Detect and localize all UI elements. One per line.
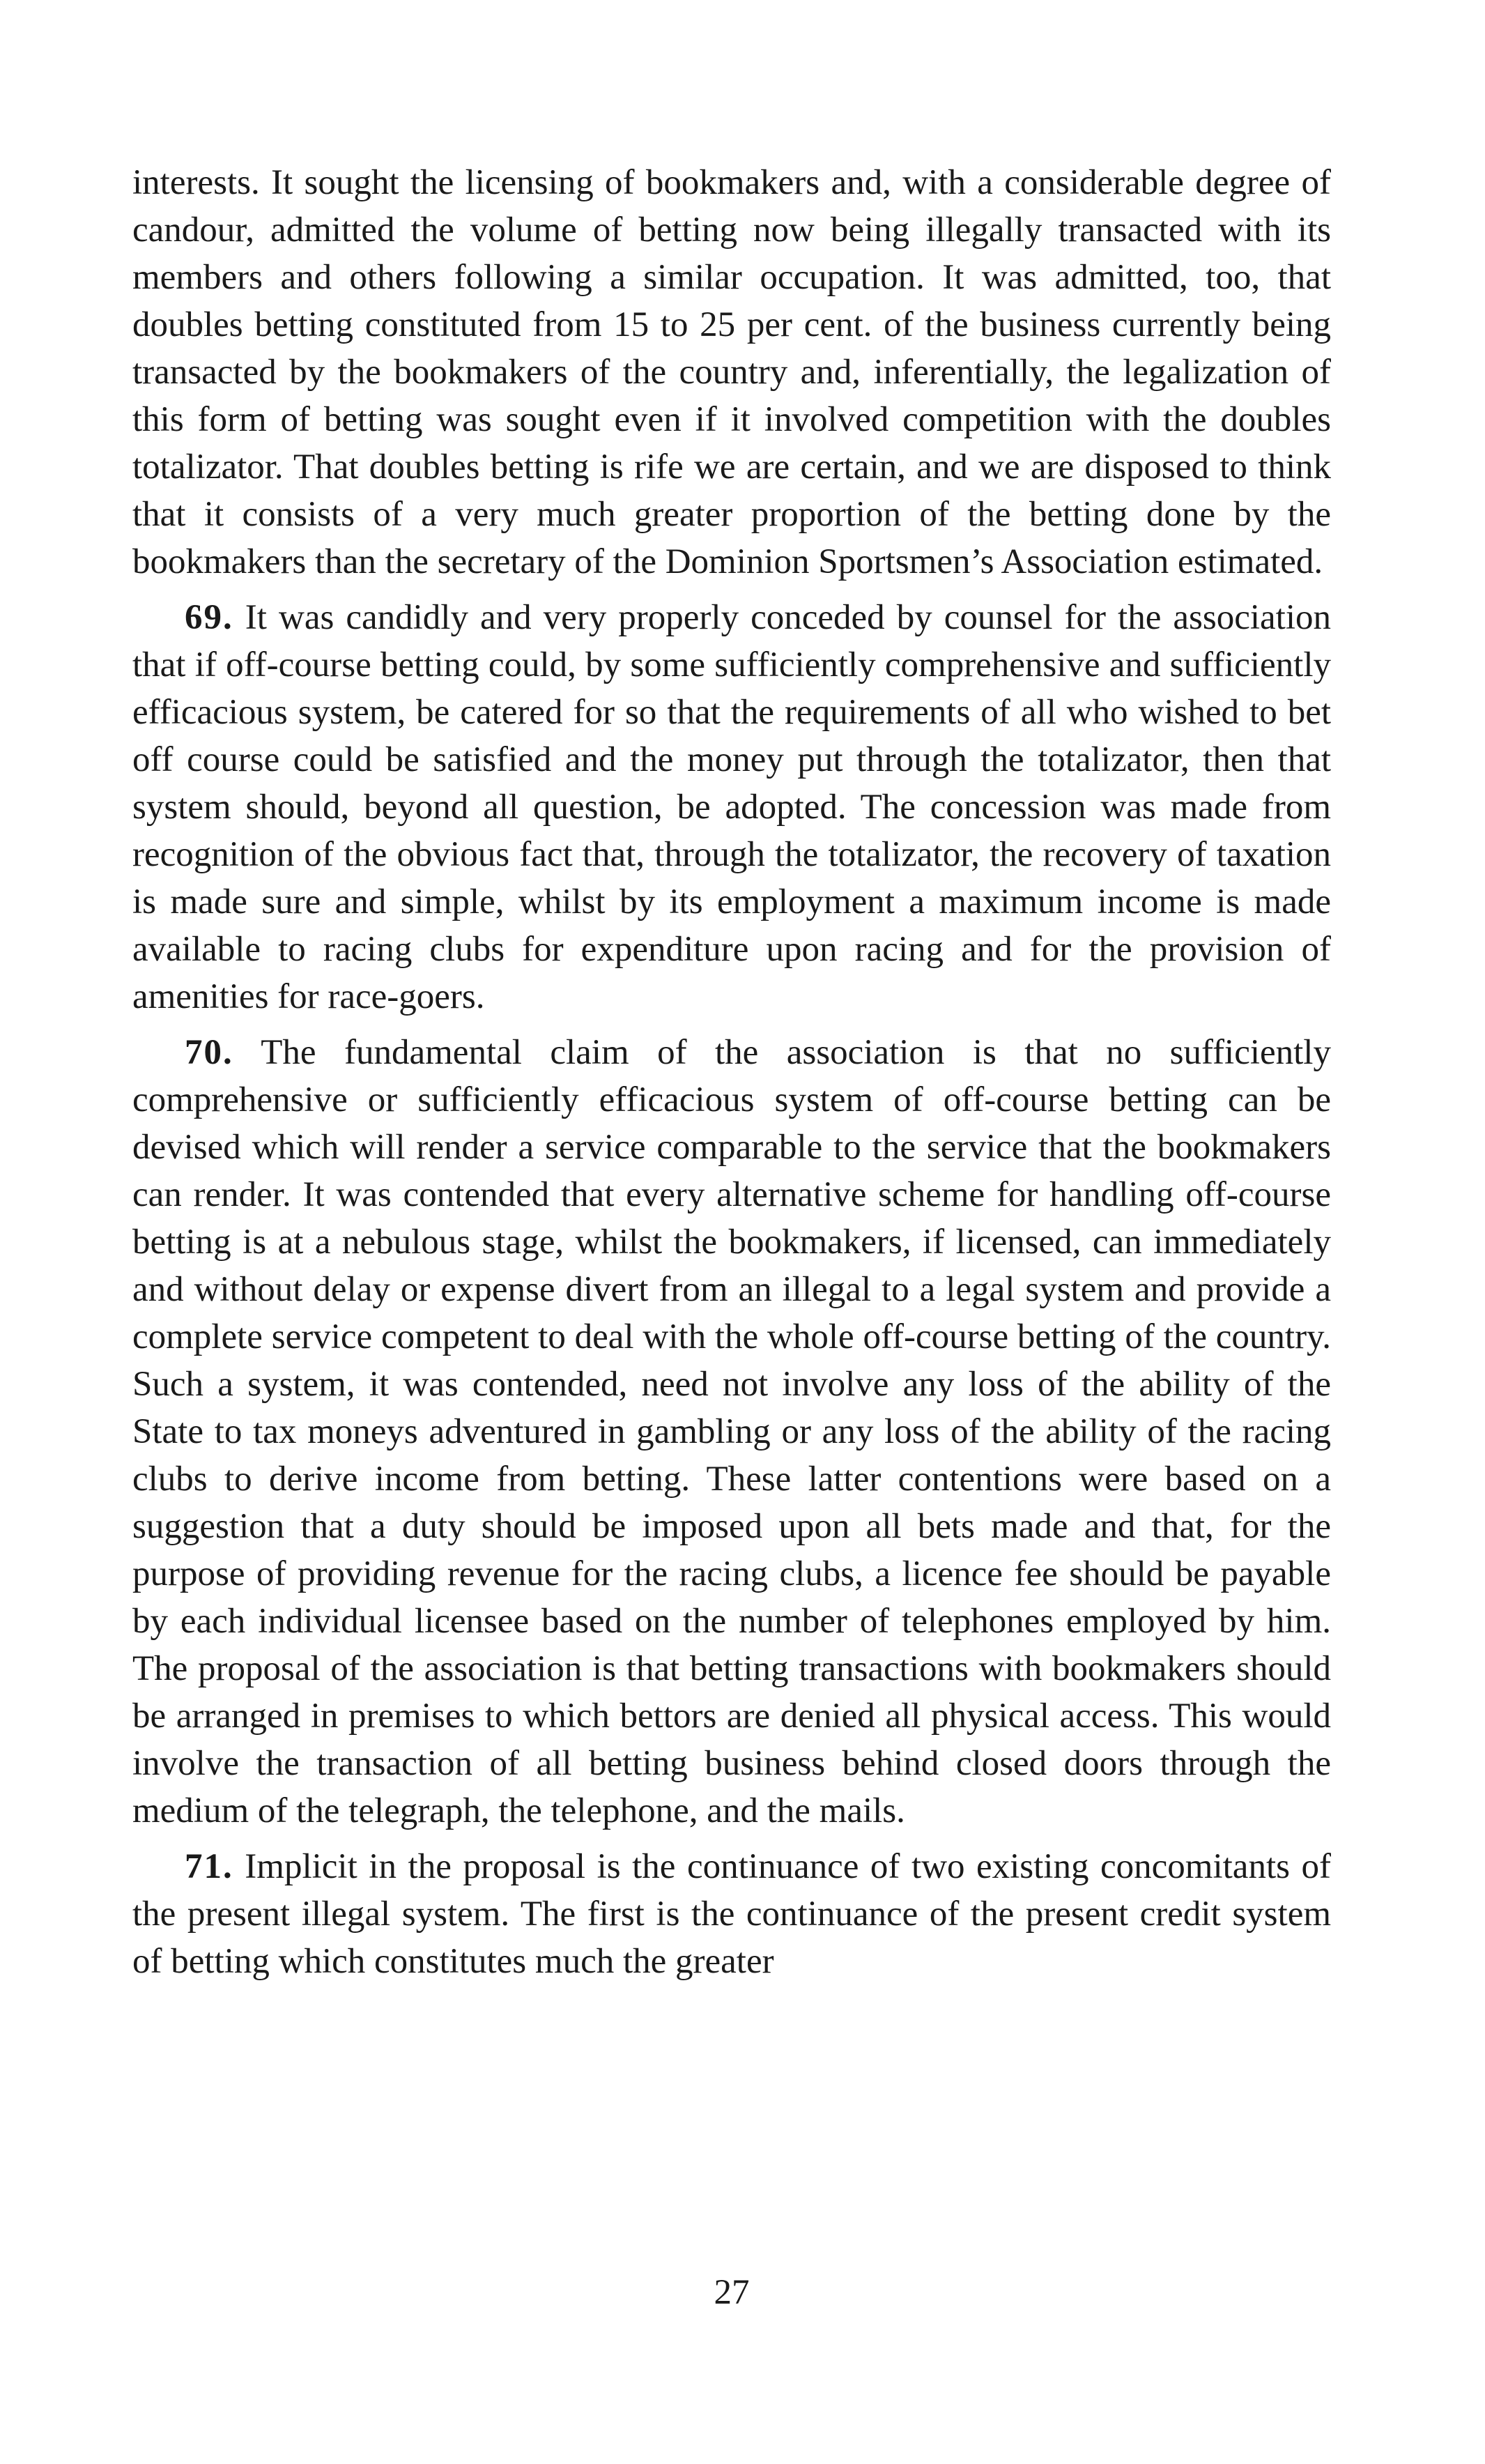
paragraph-text: Implicit in the proposal is the continuance of two existing concomitants of the present illegal system. The first is the continuance of the present credit system of betting which constitutes much the greater [132,1847,1331,1981]
paragraph-text: The fundamental claim of the association is that no sufficiently comprehensive or sufficiently efficacious system of off-course betting can be devised which will render a service comparable to the service that the bookmakers can render. It was contended that every alternative scheme for handling off-course betting is at a nebulous stage, whilst the bookmakers, if licensed, can immediately and without delay or expense divert from an illegal to a legal system and provide a complete service competent to deal with the whole off-course betting of the country. Such a system, it was contended, need not involve any loss of the ability of the State to tax moneys adventured in gambling or any loss of the ability of the racing clubs to derive income from betting. These latter contentions were based on a suggestion that a duty should be imposed upon all bets made and that, for the purpose of providing revenue for the racing clubs, a licence fee should be payable by each individual licensee based on the number of telephones employed by him. The proposal of the association is that betting transactions with bookmakers should be arranged in premises to which bettors are denied all physical access. This would involve the transaction of all betting business behind closed doors through the medium of the telegraph, the telephone, and the mails. [132,1033,1331,1830]
paragraph-continued [132,159,1331,586]
page-number: 27 [714,2273,750,2312]
body-text [132,159,1331,1985]
paragraph-text: It was candidly and very properly conceded by counsel for the association that if off-course betting could, by some sufficiently comprehensive and sufficiently efficacious system, be catered for so that the requirements of all who wished to bet off course could be satisfied and the money put through the totalizator, then that system should, beyond all question, be adopted. The concession was made from recognition of the obvious fact that, through the totalizator, the recovery of taxation is made sure and simple, whilst by its employment a maximum income is made available to racing clubs for expenditure upon racing and for the provision of amenities for race-goers. [132,598,1332,1016]
paragraph-number: 71. [185,1847,233,1886]
paragraph-70 [132,1029,1331,1835]
paragraph-number: 70. [185,1033,233,1072]
paragraph-71 [132,1843,1331,1985]
paragraph-69 [132,594,1331,1020]
paragraph-text: interests. It sought the licensing of bookmakers and, with a considerable degree of candour, admitted the volume of betting now being illegally transacted with its members and others following a similar occupation. It was admitted, too, that doubles betting constituted from 15 to 25 per cent. of the business currently being transacted by the bookmakers of the country and, inferentially, the legalization of this form of betting was sought even if it involved competition with the doubles totalizator. That doubles betting is rife we are certain, and we are disposed to think that it consists of a very much greater proportion of the betting done by the bookmakers than the secretary of the Dominion Sportsmen’s Association estimated. [132,163,1331,581]
paragraph-number: 69. [185,598,233,637]
